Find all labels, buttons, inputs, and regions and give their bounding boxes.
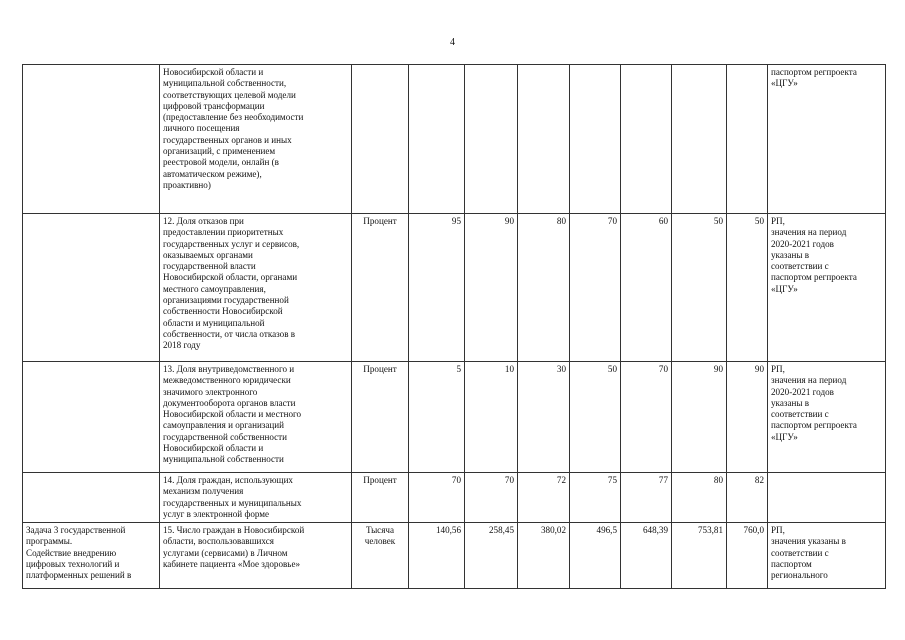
value-cell: 77 bbox=[621, 473, 672, 523]
value-cell bbox=[409, 65, 465, 214]
task-cell: Задача 3 государственной программы. Содействие внедрению цифровых технологий и платформенных решений в bbox=[23, 523, 160, 589]
task-cell bbox=[23, 214, 160, 362]
value-cell: 90 bbox=[672, 362, 727, 473]
unit-cell: Процент bbox=[352, 362, 409, 473]
value-cell: 90 bbox=[727, 362, 768, 473]
value-cell: 760,0 bbox=[727, 523, 768, 589]
unit-cell: Процент bbox=[352, 473, 409, 523]
indicators-table bbox=[22, 64, 886, 589]
indicator-cell: 14. Доля граждан, использующих механизм получения государственных и муниципальных услуг в электронной форме bbox=[160, 473, 352, 523]
value-cell: 496,5 bbox=[570, 523, 621, 589]
value-cell: 258,45 bbox=[465, 523, 518, 589]
value-cell: 70 bbox=[621, 362, 672, 473]
value-cell bbox=[621, 65, 672, 214]
table-row bbox=[23, 523, 886, 589]
value-cell: 95 bbox=[409, 214, 465, 362]
table-row bbox=[23, 65, 886, 214]
indicator-cell: 12. Доля отказов при предоставлении приоритетных государственных услуг и сервисов, оказываемых органами государственной власти Новосибирской области, органами местного самоуправления, организациями государственной собственности Новосибирской области и муниципальной собственности, от числа отказов в 2018 году bbox=[160, 214, 352, 362]
note-cell bbox=[768, 473, 886, 523]
value-cell: 72 bbox=[518, 473, 570, 523]
value-cell: 30 bbox=[518, 362, 570, 473]
value-cell: 70 bbox=[570, 214, 621, 362]
value-cell: 70 bbox=[465, 473, 518, 523]
unit-cell bbox=[352, 65, 409, 214]
value-cell: 70 bbox=[409, 473, 465, 523]
value-cell bbox=[727, 65, 768, 214]
value-cell: 90 bbox=[465, 214, 518, 362]
value-cell: 50 bbox=[570, 362, 621, 473]
value-cell: 648,39 bbox=[621, 523, 672, 589]
unit-cell: Тысяча человек bbox=[352, 523, 409, 589]
indicator-cell: 15. Число граждан в Новосибирской области, воспользовавшихся услугами (сервисами) в Личном кабинете пациента «Мое здоровье» bbox=[160, 523, 352, 589]
indicator-cell: 13. Доля внутриведомственного и межведомственного юридически значимого электронного документооборота органов власти Новосибирской области и местного самоуправления и организаций государственной собственности Новосибирской области и муниципальной собственности bbox=[160, 362, 352, 473]
value-cell: 753,81 bbox=[672, 523, 727, 589]
value-cell: 380,02 bbox=[518, 523, 570, 589]
value-cell: 5 bbox=[409, 362, 465, 473]
value-cell bbox=[465, 65, 518, 214]
indicator-cell: Новосибирской области и муниципальной собственности, соответствующих целевой модели цифровой трансформации (предоставление без необходимости личного посещения государственных органов и иных организаций, с применением реестровой модели, онлайн (в автоматическом режиме), проактивно) bbox=[160, 65, 352, 214]
value-cell: 80 bbox=[518, 214, 570, 362]
value-cell bbox=[672, 65, 727, 214]
table-row bbox=[23, 473, 886, 523]
note-cell: паспортом регпроекта «ЦГУ» bbox=[768, 65, 886, 214]
task-cell bbox=[23, 65, 160, 214]
table-row bbox=[23, 214, 886, 362]
task-cell bbox=[23, 473, 160, 523]
value-cell: 80 bbox=[672, 473, 727, 523]
value-cell: 75 bbox=[570, 473, 621, 523]
task-cell bbox=[23, 362, 160, 473]
value-cell bbox=[518, 65, 570, 214]
note-cell: РП, значения на период 2020-2021 годов указаны в соответствии с паспортом регпроекта «ЦГУ» bbox=[768, 214, 886, 362]
value-cell: 50 bbox=[672, 214, 727, 362]
table-row bbox=[23, 362, 886, 473]
page-number: 4 bbox=[450, 37, 455, 48]
value-cell: 60 bbox=[621, 214, 672, 362]
value-cell bbox=[570, 65, 621, 214]
unit-cell: Процент bbox=[352, 214, 409, 362]
note-cell: РП, значения указаны в соответствии с паспортом регионального bbox=[768, 523, 886, 589]
value-cell: 50 bbox=[727, 214, 768, 362]
value-cell: 82 bbox=[727, 473, 768, 523]
value-cell: 10 bbox=[465, 362, 518, 473]
value-cell: 140,56 bbox=[409, 523, 465, 589]
note-cell: РП, значения на период 2020-2021 годов указаны в соответствии с паспортом регпроекта «ЦГУ» bbox=[768, 362, 886, 473]
